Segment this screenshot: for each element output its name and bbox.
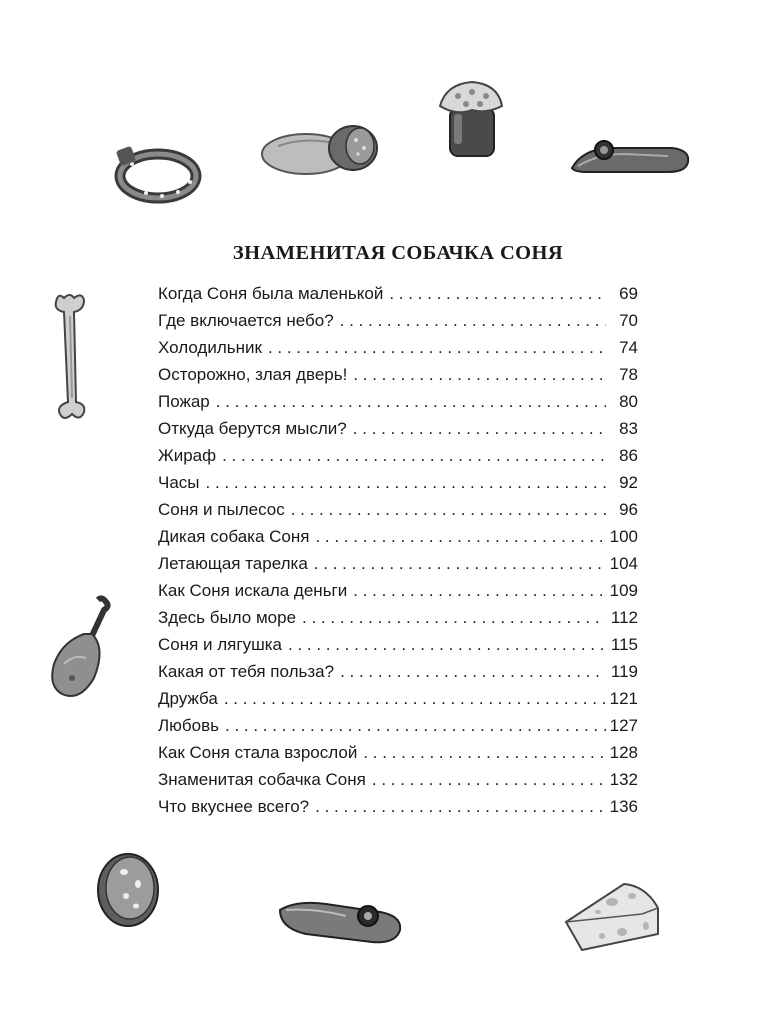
toc-entry-title: Дружба <box>158 689 218 708</box>
toc-row <box>158 280 638 307</box>
toc-entry-title: Осторожно, злая дверь! <box>158 365 348 384</box>
dot-leader <box>340 658 606 685</box>
toc-entry-title: Соня и лягушка <box>158 635 282 654</box>
toc-entry-title: Что вкуснее всего? <box>158 797 310 816</box>
toc-row <box>158 685 638 712</box>
bone-illustration <box>50 290 94 424</box>
dog-collar-illustration <box>112 138 208 210</box>
toc-entry-page: 109 <box>609 581 638 600</box>
toc-entry-title: Откуда берутся мысли? <box>158 419 347 438</box>
toc-entry-page: 74 <box>619 338 638 357</box>
sausage-slice-illustration <box>92 850 162 930</box>
toc-entry-page: 104 <box>609 554 638 573</box>
dot-leader <box>340 307 606 334</box>
dot-leader <box>315 793 606 820</box>
toc-entry-title: Дикая собака Соня <box>158 527 310 546</box>
toc-row <box>158 631 638 658</box>
dot-leader <box>291 496 606 523</box>
dot-leader <box>353 415 606 442</box>
dot-leader <box>222 442 606 469</box>
toc-entry-title: Где включается небо? <box>158 311 334 330</box>
cheese-illustration <box>562 878 664 954</box>
dot-leader <box>224 685 606 712</box>
section-title: ЗНАМЕНИТАЯ СОБАЧКА СОНЯ <box>232 242 564 264</box>
toc-entry-title: Пожар <box>158 392 210 411</box>
dot-leader <box>353 361 606 388</box>
toc-entry-page: 127 <box>609 716 638 735</box>
toc-entry-page: 86 <box>619 446 638 465</box>
toc-entry-title: Знаменитая собачка Соня <box>158 770 366 789</box>
slipper-illustration <box>568 128 692 178</box>
toc-row <box>158 442 638 469</box>
toc-entry-title: Как Соня искала деньги <box>158 581 348 600</box>
dot-leader <box>353 577 605 604</box>
jam-jar-illustration <box>436 78 506 160</box>
slipper-illustration-bottom <box>276 894 406 950</box>
toc-row <box>158 415 638 442</box>
dot-leader <box>363 739 605 766</box>
dot-leader <box>314 550 606 577</box>
toc-row <box>158 766 638 793</box>
toc-row <box>158 334 638 361</box>
toc-row <box>158 361 638 388</box>
toc-entry-page: 119 <box>610 662 638 681</box>
toc-entry-title: Здесь было море <box>158 608 297 627</box>
dot-leader <box>216 388 606 415</box>
toc-entry-title: Часы <box>158 473 200 492</box>
toc-entry-page: 78 <box>619 365 638 384</box>
toc-row <box>158 712 638 739</box>
toc-row <box>158 523 638 550</box>
dot-leader <box>389 280 606 307</box>
toc-entry-page: 136 <box>609 797 638 816</box>
toc-entry-title: Какая от тебя польза? <box>158 662 335 681</box>
sausage-bread-illustration <box>258 118 383 180</box>
toc-row <box>158 793 638 820</box>
toc-entry-title: Холодильник <box>158 338 262 357</box>
toc-row <box>158 550 638 577</box>
toc-entry-page: 83 <box>619 419 638 438</box>
toc-row <box>158 739 638 766</box>
toc-entry-page: 128 <box>609 743 638 762</box>
toc-entry-title: Жираф <box>158 446 217 465</box>
toc-row <box>158 658 638 685</box>
toc-row <box>158 388 638 415</box>
toc-entry-page: 115 <box>610 635 638 654</box>
toc-entry-title: Как Соня стала взрослой <box>158 743 358 762</box>
dot-leader <box>302 604 606 631</box>
toc-row <box>158 604 638 631</box>
toc-row <box>158 469 638 496</box>
table-of-contents <box>158 280 638 820</box>
toc-entry-page: 112 <box>610 608 638 627</box>
dot-leader <box>315 523 605 550</box>
toc-row <box>158 307 638 334</box>
toc-entry-page: 121 <box>609 689 638 708</box>
toc-entry-page: 70 <box>619 311 638 330</box>
toc-entry-page: 100 <box>609 527 638 546</box>
chicken-leg-illustration <box>44 594 120 706</box>
toc-entry-title: Любовь <box>158 716 219 735</box>
toc-entry-title: Соня и пылесос <box>158 500 285 519</box>
toc-entry-page: 69 <box>619 284 638 303</box>
dot-leader <box>288 631 606 658</box>
dot-leader <box>372 766 606 793</box>
toc-row <box>158 577 638 604</box>
toc-entry-page: 80 <box>619 392 638 411</box>
dot-leader <box>206 469 606 496</box>
toc-entry-page: 92 <box>619 473 638 492</box>
toc-entry-page: 96 <box>619 500 638 519</box>
dot-leader <box>268 334 606 361</box>
toc-entry-page: 132 <box>609 770 638 789</box>
toc-row <box>158 496 638 523</box>
toc-entry-title: Летающая тарелка <box>158 554 308 573</box>
dot-leader <box>225 712 606 739</box>
toc-entry-title: Когда Соня была маленькой <box>158 284 384 303</box>
